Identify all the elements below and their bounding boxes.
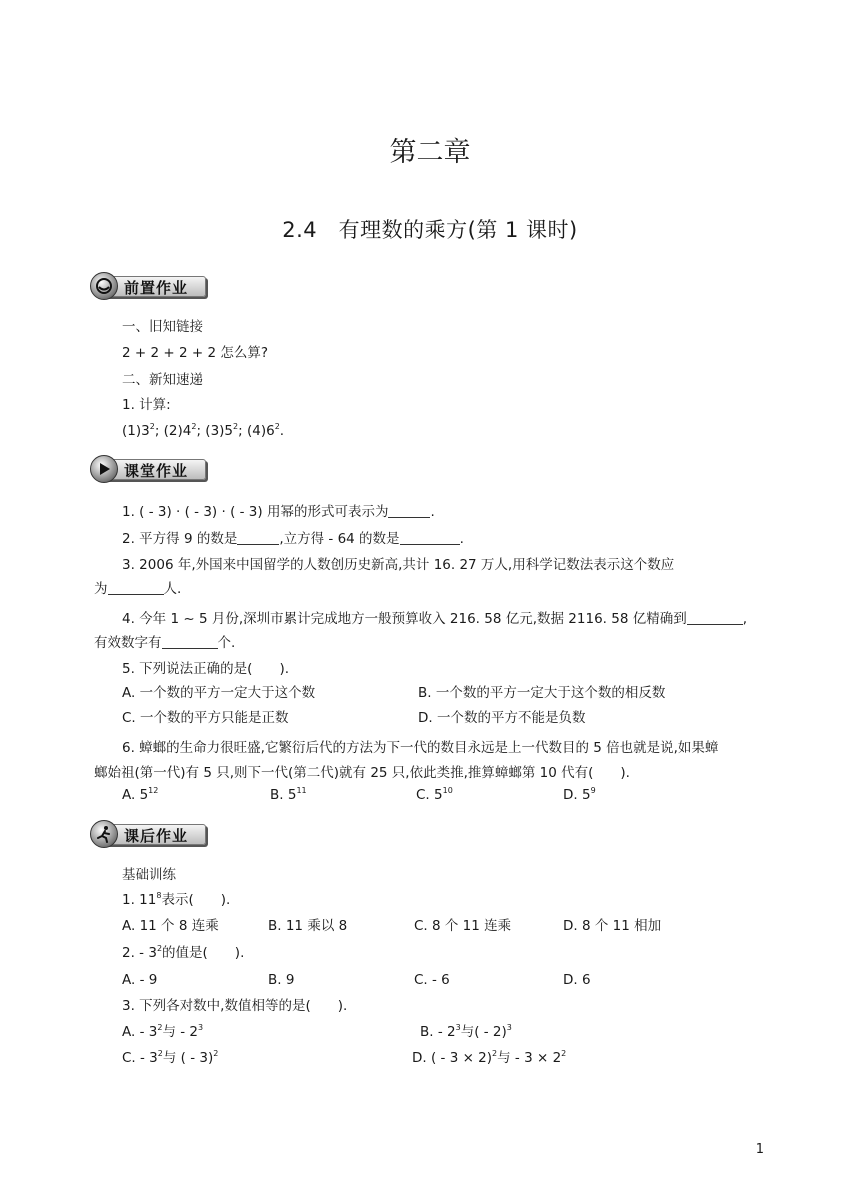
- class-q5-option-a: A. 一个数的平方一定大于这个数: [122, 685, 316, 701]
- after-q1-option-c: C. 8 个 11 连乘: [414, 918, 512, 934]
- pre-question-2: 1. 计算:: [122, 397, 171, 413]
- runner-icon: [90, 820, 118, 848]
- after-q1-option-b: B. 11 乘以 8: [268, 918, 348, 934]
- class-question-3-line1: 3. 2006 年,外国来中国留学的人数创历史新高,共计 16. 27 万人,用科学记数法表示这个数应: [122, 557, 675, 573]
- section-title: 2.4 有理数的乘方(第 1 课时): [282, 218, 578, 242]
- pre-heading-2: 二、新知速递: [122, 372, 203, 388]
- pre-question-2-items: $(1)3^2$; $(2)4^2$; $(3)5^2$; $(4)6^2$.: [122, 422, 285, 439]
- after-q2-option-d: D. 6: [563, 972, 591, 988]
- section-label: 课后作业: [124, 827, 189, 845]
- play-icon: [90, 455, 118, 483]
- smile-icon: [90, 272, 118, 300]
- class-question-5: 5. 下列说法正确的是( ).: [122, 661, 289, 677]
- class-q6-option-a: A. $5^{12}$: [122, 786, 159, 803]
- after-question-3: 3. 下列各对数中,数值相等的是( ).: [122, 998, 348, 1014]
- section-label: 前置作业: [124, 279, 189, 297]
- chapter-title: 第二章: [389, 137, 471, 168]
- after-q1-option-a: A. 11 个 8 连乘: [122, 918, 219, 934]
- class-question-4-line1: 4. 今年 1 ~ 5 月份,深圳市累计完成地方一般预算收入 216. 58 亿元,数据 2116. 58 亿精确到 ,: [122, 611, 748, 627]
- class-question-6-line2: 螂始祖(第一代)有 5 只,则下一代(第二代)就有 25 只,依此类推,推算蟑螂第 10 代有( ).: [94, 765, 630, 781]
- after-question-2: 2. - $3^2$的值是( ).: [122, 944, 245, 961]
- page-number: 1: [755, 1142, 764, 1157]
- after-q3-option-b: B. - $2^3$与( - 2)$^3$: [420, 1023, 512, 1040]
- class-q5-option-d: D. 一个数的平方不能是负数: [418, 710, 586, 726]
- after-q2-option-a: A. - 9: [122, 972, 158, 988]
- after-q3-option-d: D. ( - 3 × 2)$^2$与 - $3 \times 2^2$: [412, 1049, 567, 1066]
- after-question-1: 1. $11^8$表示( ).: [122, 891, 231, 908]
- class-q6-option-d: D. $5^9$: [563, 786, 596, 803]
- class-question-1: 1. ( - 3) · ( - 3) · ( - 3) 用幂的形式可表示为 .: [122, 504, 435, 520]
- section-badge-pre: [90, 272, 208, 300]
- class-q6-option-b: B. $5^{11}$: [270, 786, 307, 803]
- pre-heading-1: 一、旧知链接: [122, 319, 203, 335]
- class-question-6-line1: 6. 蟑螂的生命力很旺盛,它繁衍后代的方法为下一代的数目永远是上一代数目的 5 倍也就是说,如果蟑: [122, 740, 719, 756]
- after-q3-option-c: C. - $3^2$与 ( - 3)$^2$: [122, 1049, 219, 1066]
- after-heading: 基础训练: [122, 867, 176, 883]
- class-question-3-line2: 为 人.: [94, 581, 182, 597]
- class-question-2: 2. 平方得 9 的数是 ,立方得 - 64 的数是 .: [122, 531, 464, 547]
- after-q2-option-b: B. 9: [268, 972, 295, 988]
- pre-question-1: 2 + 2 + 2 + 2 怎么算?: [122, 345, 268, 361]
- class-question-4-line2: 有效数字有 个.: [94, 635, 236, 651]
- class-q5-option-c: C. 一个数的平方只能是正数: [122, 710, 289, 726]
- after-q3-option-a: A. - $3^2$与 - $2^3$: [122, 1023, 204, 1040]
- class-q5-option-b: B. 一个数的平方一定大于这个数的相反数: [418, 685, 666, 701]
- class-q6-option-c: C. $5^{10}$: [416, 786, 453, 803]
- after-q1-option-d: D. 8 个 11 相加: [563, 918, 662, 934]
- after-q2-option-c: C. - 6: [414, 972, 450, 988]
- section-badge-class: [90, 455, 208, 483]
- section-badge-after: [90, 820, 208, 848]
- section-label: 课堂作业: [124, 462, 189, 480]
